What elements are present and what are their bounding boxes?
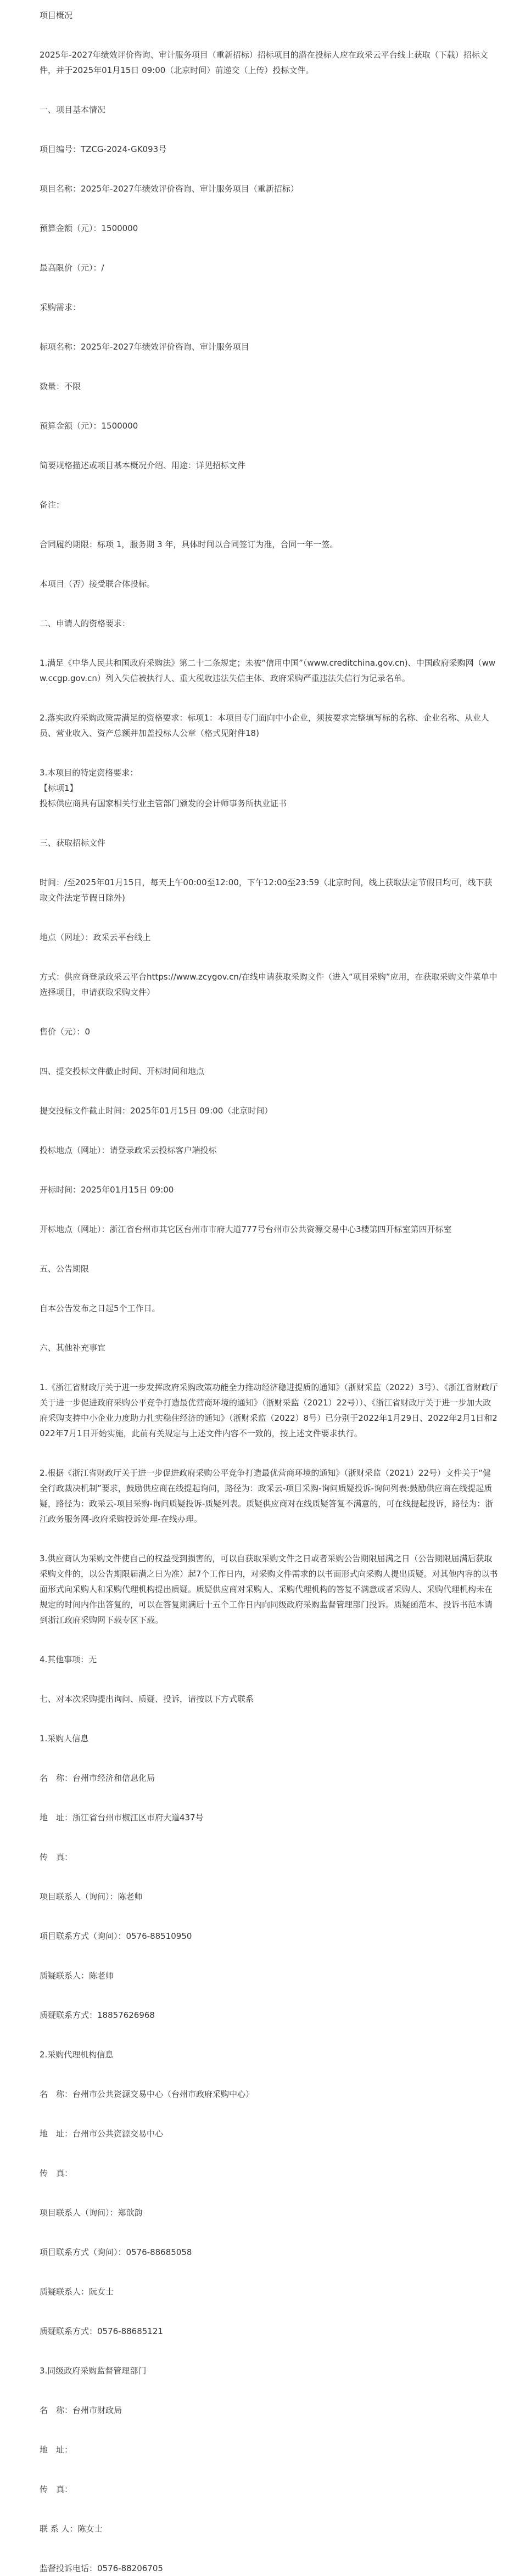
purchaser-phone: 项目联系方式（询问）：0576-88510950: [40, 1931, 192, 1941]
contract-term: 合同履约期限：标项 1，服务期 3 年，具体时间以合同签订为准，合同一年一签。: [40, 539, 338, 549]
supervisor-fax: 传 真：: [40, 2484, 73, 2494]
other-item-3: 3.供应商认为采购文件使自己的权益受到损害的，可以自获取采购文件之日或者采购公告期限届满之日（公告期限届满后获取采购文件的，以公告期限届满之日为准）起7个工作日内，对采购文件需求的以书面形式向采购人提出质疑。对其他内容的以书面形式向采购人和采购代理机构提出质疑。质疑供应商对采购人、采购代理机构的答复不满意或者采购人、采购代理机构未在规定的时间内作出答复的，可以在答复期满后十五个工作日内向同级政府采购监督管理部门投诉。质疑函范本、投诉书范本请到浙江政府采购网下载专区下载。: [40, 1554, 498, 1625]
remarks-label: 备注：: [40, 500, 65, 510]
section-heading-notice-period: 五、公告期限: [40, 1264, 90, 1274]
purchaser-name: 名 称：台州市经济和信息化局: [40, 1773, 155, 1783]
qualification-1: 1.满足《中华人民共和国政府采购法》第二十二条规定；未被“信用中国”（www.creditchina.gov.cn)、中国政府采购网（www.ccgp.gov.cn）列入失信被执行人、重大税收违法失信主体、政府采购严重违法失信行为记录名单。: [40, 658, 496, 683]
lot-budget-amount: 预算金额（元）：1500000: [40, 421, 138, 431]
purchaser-contact: 项目联系人（询问）：陈老师: [40, 1892, 143, 1902]
qualification-3: 3.本项目的特定资格要求： 【标项1】 投标供应商具有国家相关行业主管部门颁发的会计师事务所执业证书: [40, 768, 287, 808]
obtain-method: 方式：供应商登录政采云平台https://www.zcygov.cn/在线申请获取采购文件（进入“项目采购”应用，在获取采购文件菜单中选择项目，申请获取采购文件）: [40, 972, 498, 997]
section-heading-qualifications: 二、申请人的资格要求：: [40, 618, 131, 628]
supervisor-heading: 3.同级政府采购监督管理部门: [40, 2366, 147, 2376]
lot-name: 标项名称：2025年-2027年绩效评价咨询、审计服务项目: [40, 342, 249, 352]
purchaser-fax: 传 真：: [40, 1852, 73, 1862]
budget-amount: 预算金额（元）：1500000: [40, 223, 138, 233]
section-heading-basic-info: 一、项目基本情况: [40, 105, 106, 115]
obtain-location: 地点（网址）：政采云平台线上: [40, 932, 151, 942]
bid-location: 投标地点（网址）：请登录政采云投标客户端投标: [40, 1145, 217, 1155]
opening-time: 开标时间：2025年01月15日 09:00: [40, 1185, 174, 1195]
project-number: 项目编号：TZCG-2024-GK093号: [40, 144, 167, 154]
supervisor-name: 名 称：台州市财政局: [40, 2405, 122, 2415]
other-item-2: 2.根据《浙江省财政厅关于进一步促进政府采购公平竞争打造最优营商环境的通知》（浙财采监（2021）22号）文件关于“健全行政裁决机制”要求，鼓励供应商在线提起询问，路径为：政采云-项目采购-询问质疑投诉-询问列表:鼓励供应商在线提起质疑，路径为：政采云-项目采购-询问质疑投诉-质疑列表。质疑供应商对在线质疑答复不满意的，可在线提起投诉，路径为：浙江政务服务网-政府采购投诉处理-在线办理。: [40, 1468, 494, 1524]
max-price: 最高限价（元）：/: [40, 263, 104, 273]
qualification-2: 2.落实政府采购政策需满足的资格要求：标项1：本项目专门面向中小企业，须按要求完整填写标的名称、企业名称、从业人员、营业收入、资产总额并加盖投标人公章（格式见附件18): [40, 713, 489, 738]
agency-address: 地 址：台州市公共资源交易中心: [40, 2129, 164, 2139]
supervisor-contact: 联 系 人：陈女士: [40, 2524, 103, 2534]
agency-contact: 项目联系人（询问）：郑歆韵: [40, 2208, 143, 2218]
document-price: 售价（元）：0: [40, 1027, 91, 1037]
overview-text: 2025年-2027年绩效评价咨询、审计服务项目（重新招标）招标项目的潜在投标人应在政采云平台线上获取（下载）招标文件，并于2025年01月15日 09:00（北京时间）前递交（上传）投标文件。: [40, 50, 488, 75]
obtain-time: 时间：/至2025年01月15日，每天上午00:00至12:00，下午12:00至23:59（北京时间，线上获取法定节假日均可，线下获取文件法定节假日除外): [40, 878, 493, 903]
section-heading-contact: 七、对本次采购提出询问、质疑、投诉，请按以下方式联系: [40, 1694, 254, 1704]
consortium-note: 本项目（否）接受联合体投标。: [40, 579, 155, 589]
section-heading-obtain-documents: 三、获取招标文件: [40, 838, 106, 848]
spec-description: 简要规格描述或项目基本概况介绍、用途：详见招标文件: [40, 460, 246, 470]
section-heading-deadline: 四、提交投标文件截止时间、开标时间和地点: [40, 1066, 205, 1076]
section-heading-overview: 项目概况: [40, 10, 73, 20]
agency-phone: 项目联系方式（询问）：0576-88685058: [40, 2247, 192, 2257]
purchaser-challenge-phone: 质疑联系方式：18857626968: [40, 2010, 155, 2020]
agency-heading: 2.采购代理机构信息: [40, 2050, 114, 2060]
agency-name: 名 称：台州市公共资源交易中心（台州市政府采购中心）: [40, 2089, 254, 2099]
procurement-needs-label: 采购需求：: [40, 302, 81, 312]
purchaser-address: 地 址：浙江省台州市椒江区市府大道437号: [40, 1813, 204, 1823]
agency-challenge-phone: 质疑联系方式：0576-88685121: [40, 2326, 163, 2336]
submission-deadline: 提交投标文件截止时间：2025年01月15日 09:00（北京时间）: [40, 1106, 273, 1116]
section-heading-other: 六、其他补充事宜: [40, 1343, 106, 1353]
notice-period: 自本公告发布之日起5个工作日。: [40, 1303, 160, 1313]
quantity: 数量：不限: [40, 381, 81, 391]
project-name: 项目名称：2025年-2027年绩效评价咨询、审计服务项目（重新招标）: [40, 184, 299, 194]
opening-location: 开标地点（网址）：浙江省台州市其它区台州市市府大道777号台州市公共资源交易中心3楼第四开标室第四开标室: [40, 1224, 452, 1234]
purchaser-challenge-contact: 质疑联系人：陈老师: [40, 1971, 114, 1981]
purchaser-heading: 1.采购人信息: [40, 1734, 89, 1743]
supervisor-address: 地 址：: [40, 2445, 73, 2455]
agency-fax: 传 真：: [40, 2168, 73, 2178]
supervisor-phone: 监督投诉电话：0576-88206705: [40, 2563, 163, 2573]
agency-challenge-contact: 质疑联系人：阮女士: [40, 2287, 114, 2297]
other-item-4: 4.其他事项：无: [40, 1655, 97, 1664]
other-item-1: 1.《浙江省财政厅关于进一步发挥政府采购政策功能全力推动经济稳进提质的通知》（浙财采监（2022）3号）、《浙江省财政厅关于进一步促进政府采购公平竞争打造最优营商环境的通知》（浙财采监（2021）22号））、《浙江省财政厅关于进一步加大政府采购支持中小企业力度助力扎实稳住经济的通知》（浙财采监（2022）8号）已分别于2022年1月29日、2022年2月1日和2022年7月1日开始实施，此前有关规定与上述文件内容不一致的，按上述文件要求执行。: [40, 1382, 498, 1438]
